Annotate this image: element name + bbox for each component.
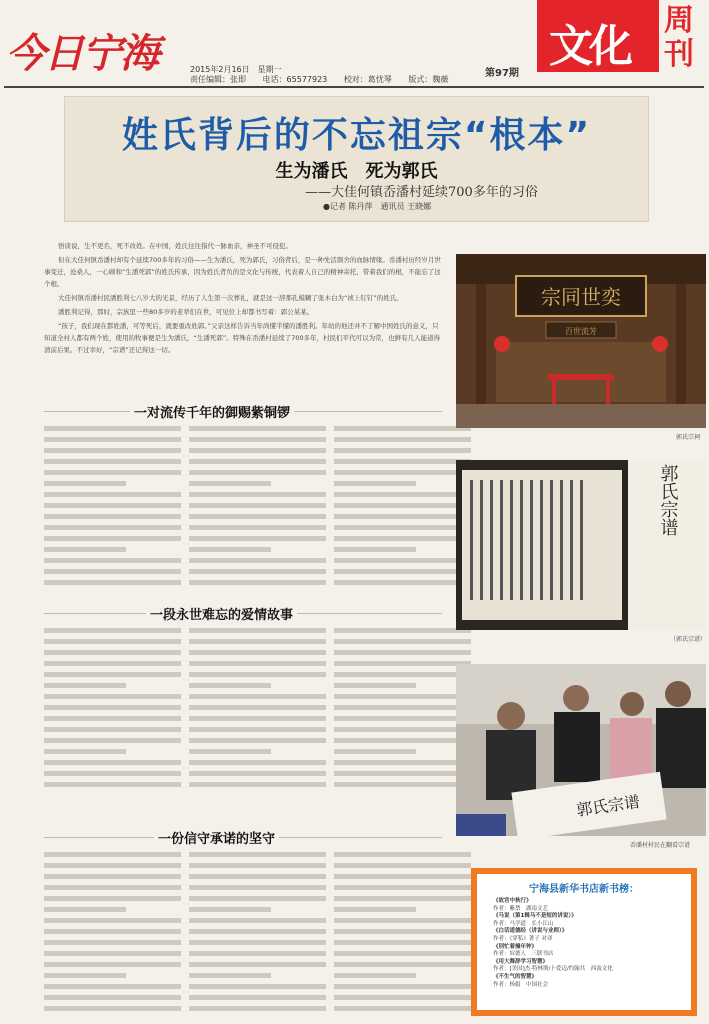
ad-book-item: 《别忙着撞年钟》 作者：奴德人 三联书店	[493, 943, 554, 958]
ad-book-list	[493, 898, 683, 989]
text-line	[334, 426, 471, 431]
ad-title: 宁海县新华书店新书榜：	[529, 884, 639, 895]
text-line	[44, 426, 181, 431]
text-line	[334, 760, 471, 765]
text-line	[44, 940, 181, 945]
text-line	[334, 907, 416, 912]
subheadline: 生为潘氏 死为郭氏	[275, 161, 438, 182]
text-line	[44, 896, 181, 901]
headline-banner	[64, 96, 649, 222]
text-line	[44, 437, 181, 442]
text-line	[44, 628, 181, 633]
text-line	[189, 661, 326, 666]
text-line	[44, 694, 181, 699]
section-1-columns	[44, 426, 471, 591]
article-column	[44, 852, 181, 1017]
text-line	[44, 661, 181, 666]
article-column	[334, 628, 471, 793]
text-line	[189, 929, 326, 934]
ad-book-item: 《不生气的智慧》 作者：杨娟 中国社会	[493, 973, 549, 988]
text-line	[44, 749, 126, 754]
lead-paragraph: 潘胜利记得，那时，宗族里一些80多岁的老辈们在世，可见位上却都书写着：郭公某某。	[58, 308, 314, 316]
date-line: 2015年2月16日 星期一	[190, 65, 282, 74]
text-line	[189, 760, 326, 765]
text-line	[189, 738, 326, 743]
text-line	[334, 995, 471, 1000]
text-line	[44, 580, 181, 585]
text-line	[189, 749, 271, 754]
text-line	[334, 918, 471, 923]
ancestral-hall-photo	[456, 254, 706, 428]
text-line	[44, 929, 181, 934]
text-line	[189, 907, 271, 912]
text-line	[44, 1006, 181, 1011]
text-line	[44, 448, 181, 453]
article-column	[334, 426, 471, 591]
masthead	[0, 0, 709, 86]
text-line	[44, 459, 181, 464]
text-line	[44, 962, 181, 967]
text-line	[334, 896, 471, 901]
masthead-rule	[4, 86, 704, 88]
section-title-2: 一段永世难忘的爱情故事	[44, 604, 442, 622]
proofreader: 校对：葛忧琴	[343, 75, 392, 84]
text-line	[189, 694, 326, 699]
text-line	[189, 492, 326, 497]
text-line	[189, 639, 326, 644]
text-line	[44, 514, 181, 519]
text-line	[334, 683, 416, 688]
text-line	[334, 628, 471, 633]
text-line	[44, 852, 181, 857]
lead-paragraph: 悟谈说，生不更名，死不改姓。在中国，姓氏往往指代一脉血亲，神圣不可侵犯。	[58, 242, 292, 250]
photo-caption-2: （郭氏宗谱）	[670, 636, 707, 643]
text-line	[189, 672, 326, 677]
ad-book-item: 《白话道德经（讲说与业师）》 作者：《穿私》著子 对译	[493, 928, 568, 942]
text-line	[334, 951, 471, 956]
lead-paragraphs	[44, 240, 442, 358]
text-line	[189, 771, 326, 776]
text-line	[189, 874, 326, 879]
villagers-reading-photo	[456, 664, 706, 836]
text-line	[189, 962, 326, 967]
text-line	[44, 782, 181, 787]
text-line	[44, 503, 181, 508]
text-line	[334, 459, 471, 464]
text-line	[189, 940, 326, 945]
text-line	[189, 705, 326, 710]
text-line	[189, 448, 326, 453]
text-line	[334, 503, 471, 508]
text-line	[334, 940, 471, 945]
text-line	[334, 738, 471, 743]
ad-book-item: 《用大舞辞学习智慧》 作者：[美国]杰·特林斯/卜爱迈/约翰共 西南文化	[493, 958, 613, 973]
text-line	[44, 470, 181, 475]
byline: ●记者 陈丹萍 通讯员 王晓娜	[323, 202, 432, 211]
text-line	[189, 918, 326, 923]
text-line	[44, 492, 181, 497]
text-line	[189, 995, 326, 1000]
text-line	[189, 951, 326, 956]
text-line	[334, 1006, 471, 1011]
text-line	[334, 782, 471, 787]
scroll-title-text: 郭氏宗谱	[657, 464, 679, 536]
phone: 电话：65577923	[262, 75, 328, 84]
text-line	[44, 984, 181, 989]
section-brush-title: 文化	[549, 21, 629, 72]
text-line	[334, 973, 416, 978]
text-line	[334, 470, 471, 475]
text-line	[44, 973, 126, 978]
text-line	[189, 459, 326, 464]
text-line	[334, 639, 471, 644]
text-line	[334, 749, 416, 754]
text-line	[189, 426, 326, 431]
text-line	[334, 716, 471, 721]
article-column	[189, 426, 326, 591]
text-line	[189, 536, 326, 541]
text-line	[44, 558, 181, 563]
text-line	[189, 628, 326, 633]
text-line	[44, 771, 181, 776]
text-line	[189, 525, 326, 530]
layout-designer: 版式：魏薇	[408, 75, 449, 84]
lead-paragraph: 大佳何镇岙潘村民潘胜利七八岁大的光景，经历了人生第一次葬礼，就是这一辞那孔模糊了张木白为“祯上钉钉”的姓氏。	[58, 294, 403, 302]
text-line	[44, 995, 181, 1000]
editor: 责任编辑：张即	[190, 75, 246, 84]
text-line	[189, 727, 326, 732]
text-line	[189, 984, 326, 989]
article-column	[44, 426, 181, 591]
bookstore-ad	[471, 868, 697, 1016]
text-line	[44, 885, 181, 890]
section-title-3: 一份信守承诺的坚守	[44, 828, 442, 846]
lead-paragraph: 但在大佳何镇岙潘村却有个延续700多年的习俗——生为潘氏，死为郭氏，习俗背后，是一种先活割舍的血脉情缘。岙潘村历经岁月世事变迁，沧桑人，一心顾和“生潘死郭”的姓氏传承，因为姓氏背负的是文化与传统，代表着人自己的精神寄托，带着我们的根，不能忘了这个根。	[44, 256, 441, 288]
text-line	[189, 470, 326, 475]
newspaper-logo: 今日宁海	[6, 30, 158, 77]
text-line	[334, 514, 471, 519]
section-weekly-label: 周刊	[664, 3, 694, 72]
text-line	[189, 503, 326, 508]
hall-small-plaque-text: 百世流芳	[565, 327, 597, 336]
text-line	[189, 1006, 326, 1011]
text-line	[334, 705, 471, 710]
text-line	[334, 650, 471, 655]
text-line	[334, 547, 416, 552]
text-line	[44, 683, 126, 688]
text-line	[334, 727, 471, 732]
text-line	[334, 771, 471, 776]
article-column	[189, 628, 326, 793]
article-column	[334, 852, 471, 1017]
text-line	[334, 852, 471, 857]
text-line	[189, 481, 271, 486]
book-cover-text: 郭氏宗谱	[575, 791, 642, 820]
text-line	[334, 874, 471, 879]
lead-paragraph: “孩子，我们现在都姓潘，可等死后，就要重改姓郭。”父亲这样告诉当年尚懂半懂的潘胜利。年幼的他还并不了解中国姓氏的意义，只知道全村人都有两个姓，使用的牧事便是生为潘氏，“生潘死郭”。特殊在岙潘村延续了700多年，村民们平代可以为常，也鲜有几人能道得清前后果。不过幸好，“宗谱”还记得这一切。	[44, 322, 441, 354]
section-3-columns	[44, 852, 471, 1017]
text-line	[334, 448, 471, 453]
text-line	[334, 536, 471, 541]
text-line	[334, 580, 471, 585]
ad-book-item: 《故宫中秋行》 作者：紫禁 湖南文艺	[493, 898, 549, 912]
text-line	[334, 962, 471, 967]
text-line	[189, 782, 326, 787]
text-line	[44, 738, 181, 743]
text-line	[44, 639, 181, 644]
text-line	[334, 481, 416, 486]
text-line	[44, 863, 181, 868]
text-line	[44, 918, 181, 923]
text-line	[189, 569, 326, 574]
text-line	[189, 852, 326, 857]
main-headline: 姓氏背后的不忘祖宗“根本”	[121, 115, 592, 156]
text-line	[189, 896, 326, 901]
section-2-columns	[44, 628, 471, 793]
text-line	[44, 525, 181, 530]
text-line	[44, 727, 181, 732]
text-line	[44, 951, 181, 956]
section-title-1: 一对流传千年的御赐紫铜锣	[44, 402, 442, 420]
text-line	[44, 536, 181, 541]
text-line	[44, 672, 181, 677]
text-line	[334, 929, 471, 934]
text-line	[334, 694, 471, 699]
text-line	[44, 481, 126, 486]
text-line	[189, 547, 271, 552]
bookstore-ad-panel	[477, 874, 691, 1010]
genealogy-scroll-photo	[456, 460, 706, 630]
text-line	[189, 863, 326, 868]
issue-number: 第97期	[485, 68, 519, 79]
text-line	[44, 705, 181, 710]
text-line	[44, 716, 181, 721]
text-line	[44, 650, 181, 655]
text-line	[189, 558, 326, 563]
section-logo-box	[537, 0, 659, 72]
text-line	[189, 514, 326, 519]
text-line	[189, 885, 326, 890]
text-line	[44, 569, 181, 574]
text-line	[334, 984, 471, 989]
text-line	[334, 672, 471, 677]
article-column	[44, 628, 181, 793]
ad-book-item: 《马说（第1辑马不是短的讲说）》 作者：马学道 长小江山	[493, 913, 577, 927]
text-line	[334, 558, 471, 563]
text-line	[44, 874, 181, 879]
text-line	[189, 973, 271, 978]
text-line	[189, 683, 271, 688]
photo-caption-1: 郭氏宗祠	[676, 434, 701, 441]
text-line	[334, 569, 471, 574]
text-line	[334, 437, 471, 442]
article-column	[189, 852, 326, 1017]
text-line	[44, 547, 126, 552]
text-line	[44, 760, 181, 765]
photo-caption-3: 岙潘村村民在翻看宗谱	[630, 842, 691, 849]
text-line	[189, 650, 326, 655]
staff-line	[190, 74, 462, 85]
text-line	[334, 863, 471, 868]
text-line	[334, 885, 471, 890]
text-line	[189, 437, 326, 442]
text-line	[189, 580, 326, 585]
text-line	[334, 525, 471, 530]
text-line	[334, 661, 471, 666]
subheadline-secondary: ——大佳何镇岙潘村延续700多年的习俗	[305, 185, 538, 200]
text-line	[334, 492, 471, 497]
text-line	[44, 907, 126, 912]
hall-plaque-text: 宗同世奕	[541, 285, 621, 309]
text-line	[189, 716, 326, 721]
